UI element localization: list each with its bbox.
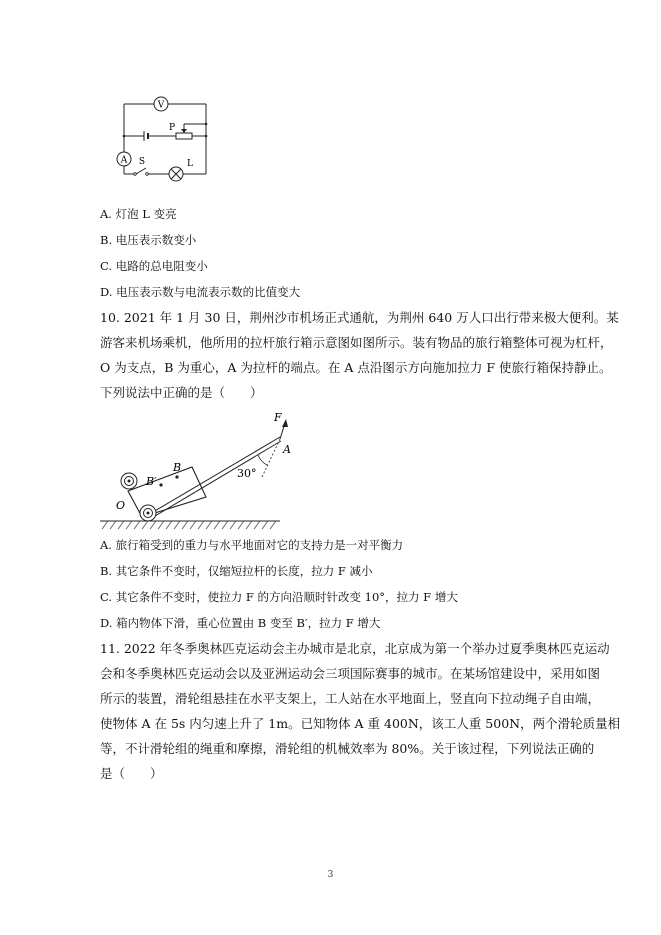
force-label: F <box>274 411 282 424</box>
q11-line-5: 等，不计滑轮组的绳重和摩擦，滑轮组的机械效率为 80%。关于该过程，下列说法正确的 <box>100 741 595 756</box>
q11-line-2: 会和冬季奥林匹克运动会以及亚洲运动会三项国际赛事的城市。在某场馆建设中，采用如图 <box>100 666 601 681</box>
q10-line-1: 10. 2021 年 1 月 30 日，荆州沙市机场正式通航，为荆州 640 万人口出行带来极大便利。某 <box>100 310 619 325</box>
q9-option-c: C. 电路的总电阻变小 <box>100 259 208 273</box>
q10-line-3: O 为支点，B 为重心，A 为拉杆的端点。在 A 点沿图示方向施加拉力 F 使旅行箱保持静止。 <box>100 360 612 375</box>
q11-line-4: 使物体 A 在 5s 内匀速上升了 1m。已知物体 A 重 400N，该工人重 500N，两个滑轮质量相 <box>100 716 621 731</box>
lamp-label: L <box>187 159 193 169</box>
q11-line-6: 是（ ） <box>100 766 163 781</box>
q9-option-b: B. 电压表示数变小 <box>100 233 197 247</box>
switch-label: S <box>138 157 146 167</box>
q9-option-d: D. 电压表示数与电流表示数的比值变大 <box>100 285 301 299</box>
circuit-diagram <box>108 92 220 184</box>
end-point-label: A <box>283 443 291 456</box>
q10-option-b: B. 其它条件不变时，仅缩短拉杆的长度，拉力 F 减小 <box>100 564 373 578</box>
gravity-center-label: B <box>173 461 182 474</box>
page-number: 3 <box>327 870 334 880</box>
q11-line-1: 11. 2022 年冬季奥林匹克运动会主办城市是北京，北京成为第一个举办过夏季奥林匹克运动 <box>100 641 610 656</box>
angle-label: 30° <box>237 467 257 480</box>
q10-option-a: A. 旅行箱受到的重力与水平地面对它的支持力是一对平衡力 <box>100 538 404 552</box>
q11-line-3: 所示的装置，滑轮组悬挂在水平支架上，工人站在水平地面上，竖直向下拉动绳子自由端， <box>100 691 601 706</box>
suitcase-diagram <box>98 405 298 533</box>
pivot-label: O <box>116 499 126 512</box>
q10-line-2: 游客来机场乘机，他所用的拉杆旅行箱示意图如图所示。装有物品的旅行箱整体可视为杠杆， <box>100 335 613 350</box>
slider-label: P <box>168 123 176 133</box>
q10-option-c: C. 其它条件不变时，使拉力 F 的方向沿顺时针改变 10°，拉力 F 增大 <box>100 590 458 604</box>
q10-option-d: D. 箱内物体下滑，重心位置由 B 变至 B′，拉力 F 增大 <box>100 616 381 630</box>
ammeter-label: A <box>120 155 128 166</box>
voltmeter-label: V <box>157 100 165 111</box>
q10-line-4: 下列说法中正确的是（ ） <box>100 385 263 400</box>
q9-option-a: A. 灯泡 L 变亮 <box>100 207 177 221</box>
gravity-center-moved-label: B′ <box>146 475 157 488</box>
